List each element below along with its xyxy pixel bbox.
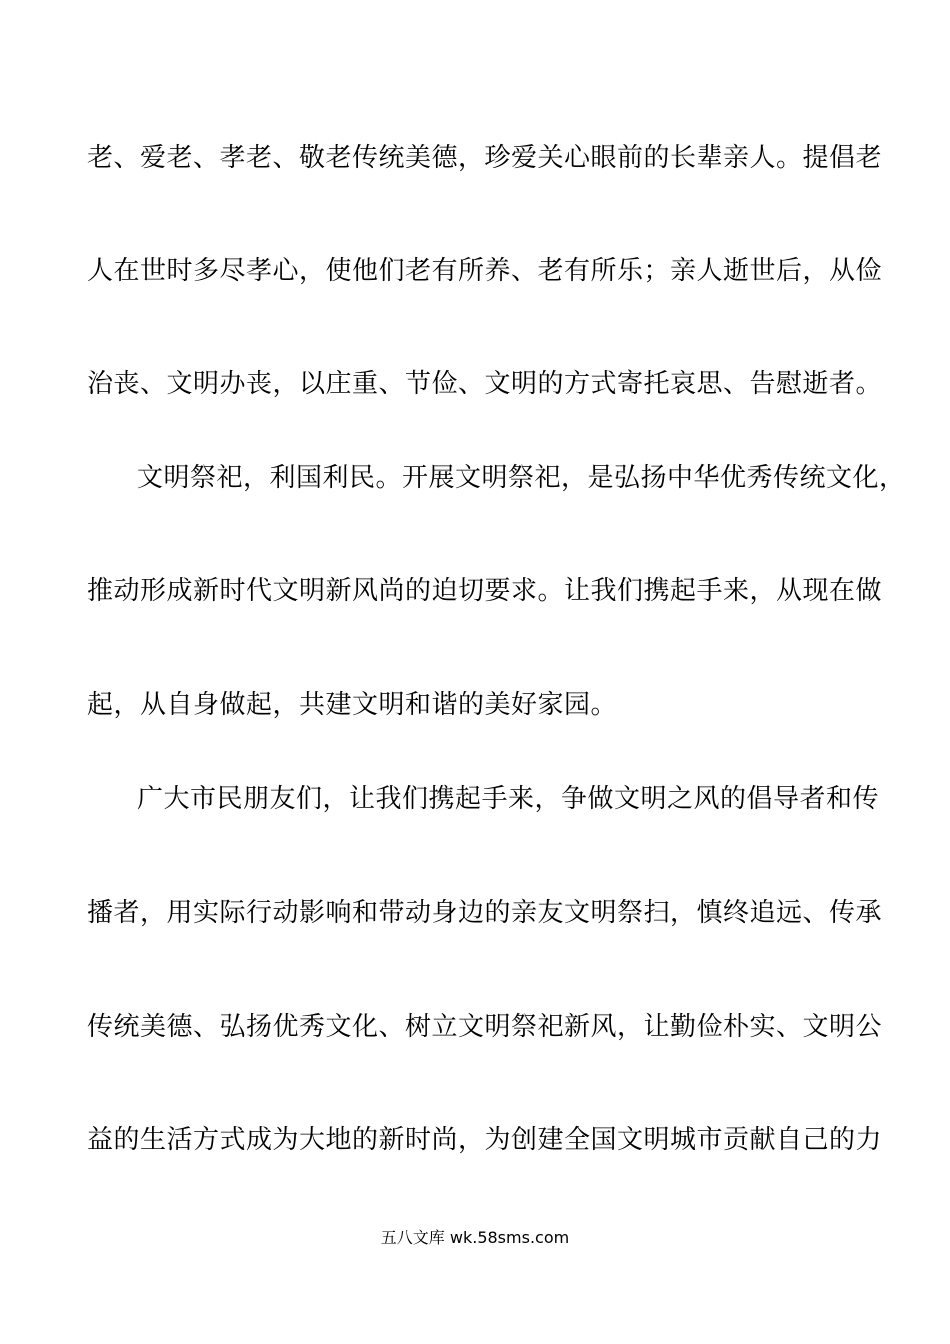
paragraph-line: 益的生活方式成为大地的新时尚，为创建全国文明城市贡献自己的力 (87, 1125, 883, 1155)
paragraph-line: 人在世时多尽孝心，使他们老有所养、老有所乐；亲人逝世后，从俭 (87, 256, 883, 286)
paragraph-first-line: 文明祭祀，利国利民。开展文明祭祀，是弘扬中华优秀传统文化， (137, 463, 906, 493)
paragraph-first-line: 广大市民朋友们，让我们携起手来，争做文明之风的倡导者和传 (137, 784, 880, 814)
paragraph-line: 播者，用实际行动影响和带动身边的亲友文明祭扫，慎终追远、传承 (87, 898, 883, 928)
page-footer: 五八文库 wk.58sms.com (380, 1228, 570, 1247)
paragraph-line: 治丧、文明办丧，以庄重、节俭、文明的方式寄托哀思、告慰逝者。 (87, 369, 883, 399)
paragraph-line: 传统美德、弘扬优秀文化、树立文明祭祀新风，让勤俭朴实、文明公 (87, 1012, 883, 1042)
paragraph-line: 老、爱老、孝老、敬老传统美德，珍爱关心眼前的长辈亲人。提倡老 (87, 143, 883, 173)
paragraph-line: 推动形成新时代文明新风尚的迫切要求。让我们携起手来，从现在做 (87, 576, 883, 606)
paragraph-line: 起，从自身做起，共建文明和谐的美好家园。 (87, 690, 618, 720)
